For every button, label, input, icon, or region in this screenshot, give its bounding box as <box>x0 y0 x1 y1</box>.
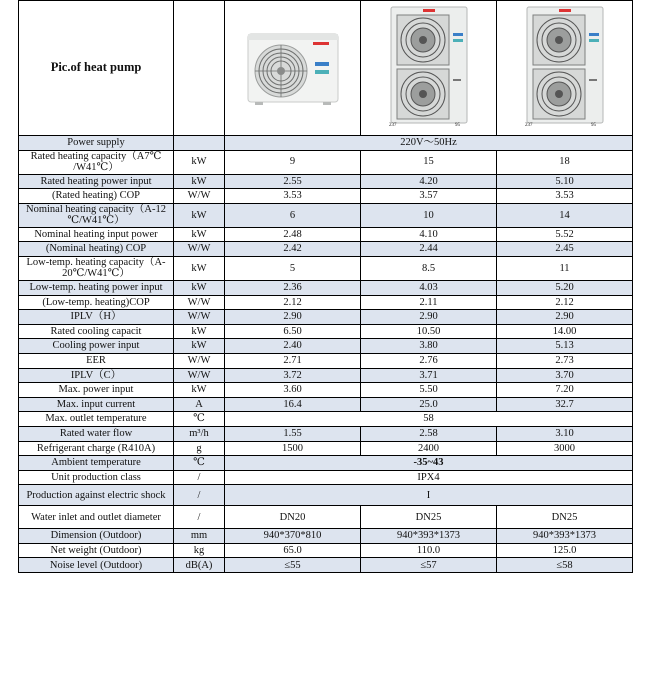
spec-value-model-1: 2.90 <box>225 310 361 325</box>
single-fan-heat-pump-unit-icon <box>245 26 341 110</box>
spec-value-model-2: 2.76 <box>361 353 497 368</box>
spec-label: Ambient temperature <box>19 456 174 471</box>
spec-unit: W/W <box>174 295 225 310</box>
spec-value-model-1: 2.36 <box>225 280 361 295</box>
spec-row <box>19 426 633 441</box>
spec-value-model-2: 110.0 <box>361 543 497 558</box>
spec-row <box>19 136 633 151</box>
spec-row <box>19 368 633 383</box>
spec-value-model-1: ≤55 <box>225 558 361 573</box>
spec-unit: W/W <box>174 189 225 204</box>
spec-label: Low-temp. heating capacity（A-20℃/W41℃） <box>19 256 174 280</box>
spec-value-model-1: 3.72 <box>225 368 361 383</box>
spec-unit: g <box>174 441 225 456</box>
spec-row <box>19 412 633 427</box>
spec-value-model-3: 2.73 <box>497 353 633 368</box>
spec-unit <box>174 136 225 151</box>
model-2-label-left: 237 <box>389 123 397 128</box>
spec-value-model-1: 65.0 <box>225 543 361 558</box>
spec-row <box>19 295 633 310</box>
spec-value-model-1: 6.50 <box>225 324 361 339</box>
spec-value-model-1: 3.53 <box>225 189 361 204</box>
spec-row <box>19 310 633 325</box>
spec-value-model-3: ≤58 <box>497 558 633 573</box>
spec-unit: / <box>174 506 225 529</box>
spec-unit: kW <box>174 324 225 339</box>
spec-unit: / <box>174 470 225 485</box>
spec-label: Water inlet and outlet diameter <box>19 506 174 529</box>
spec-label: Power supply <box>19 136 174 151</box>
spec-label: Max. input current <box>19 397 174 412</box>
spec-row <box>19 558 633 573</box>
spec-label: Unit production class <box>19 470 174 485</box>
spec-label: Refrigerant charge (R410A) <box>19 441 174 456</box>
spec-value-model-2: 940*393*1373 <box>361 529 497 544</box>
spec-value-model-2: 3.71 <box>361 368 497 383</box>
spec-unit: kW <box>174 227 225 242</box>
spec-value-model-2: 2400 <box>361 441 497 456</box>
spec-unit: ℃ <box>174 456 225 471</box>
spec-label: Production against electric shock <box>19 485 174 506</box>
spec-label: (Low-temp. heating)COP <box>19 295 174 310</box>
spec-value-model-3: 3.70 <box>497 368 633 383</box>
spec-value-model-3: 3.53 <box>497 189 633 204</box>
spec-value-model-1: 9 <box>225 150 361 174</box>
spec-label: (Rated heating) COP <box>19 189 174 204</box>
spec-value-model-1: 16.4 <box>225 397 361 412</box>
spec-unit: W/W <box>174 353 225 368</box>
spec-value-model-2: 2.44 <box>361 242 497 257</box>
spec-value-model-3: 5.13 <box>497 339 633 354</box>
spec-unit: kW <box>174 203 225 227</box>
spec-value-model-3: 2.12 <box>497 295 633 310</box>
spec-value-model-3: 5.52 <box>497 227 633 242</box>
spec-value-model-3: 5.10 <box>497 174 633 189</box>
spec-value-model-1: 2.40 <box>225 339 361 354</box>
spec-label: Nominal heating input power <box>19 227 174 242</box>
model-2-label-right: 95 <box>455 123 460 128</box>
spec-value-model-3: 11 <box>497 256 633 280</box>
spec-value-model-3: 14 <box>497 203 633 227</box>
spec-value-model-2: 5.50 <box>361 383 497 398</box>
spec-unit: m³/h <box>174 426 225 441</box>
spec-value-model-3: 3000 <box>497 441 633 456</box>
spec-row <box>19 543 633 558</box>
spec-row <box>19 485 633 506</box>
spec-value-model-3: 2.90 <box>497 310 633 325</box>
spec-value-model-1: 6 <box>225 203 361 227</box>
spec-value-model-1: 2.71 <box>225 353 361 368</box>
model-3-label-left: 237 <box>525 123 533 128</box>
spec-row <box>19 470 633 485</box>
model-1-picture <box>225 1 361 136</box>
spec-value-model-1: 1.55 <box>225 426 361 441</box>
spec-unit: / <box>174 485 225 506</box>
spec-value-model-3: 125.0 <box>497 543 633 558</box>
spec-label: Rated cooling capacit <box>19 324 174 339</box>
spec-value-model-1: 2.42 <box>225 242 361 257</box>
heat-pump-spec-table <box>18 0 633 573</box>
spec-label: IPLV（C） <box>19 368 174 383</box>
spec-unit: kW <box>174 256 225 280</box>
spec-row <box>19 506 633 529</box>
spec-label: Rated heating power input <box>19 174 174 189</box>
spec-unit: kW <box>174 174 225 189</box>
spec-value-model-2: 25.0 <box>361 397 497 412</box>
spec-label: Max. power input <box>19 383 174 398</box>
spec-value-model-1: 2.55 <box>225 174 361 189</box>
double-fan-heat-pump-unit-icon <box>387 5 471 131</box>
spec-label: Low-temp. heating power input <box>19 280 174 295</box>
spec-row <box>19 150 633 174</box>
spec-value-model-1: 3.60 <box>225 383 361 398</box>
spec-value-model-1: 2.48 <box>225 227 361 242</box>
spec-value-model-2: ≤57 <box>361 558 497 573</box>
spec-row <box>19 529 633 544</box>
spec-label: Dimension (Outdoor) <box>19 529 174 544</box>
spec-sheet <box>18 0 632 573</box>
spec-row <box>19 441 633 456</box>
spec-unit: W/W <box>174 368 225 383</box>
spec-value-model-2: 3.80 <box>361 339 497 354</box>
spec-label: EER <box>19 353 174 368</box>
spec-row <box>19 189 633 204</box>
spec-unit: kW <box>174 383 225 398</box>
spec-label: Rated heating capacity（A7℃ /W41℃） <box>19 150 174 174</box>
spec-value-model-2: DN25 <box>361 506 497 529</box>
spec-value-all-models: -35~43 <box>225 456 633 471</box>
spec-value-model-1: 5 <box>225 256 361 280</box>
spec-value-model-2: 15 <box>361 150 497 174</box>
spec-value-model-3: 32.7 <box>497 397 633 412</box>
spec-value-model-1: DN20 <box>225 506 361 529</box>
spec-unit: A <box>174 397 225 412</box>
spec-row <box>19 227 633 242</box>
spec-row <box>19 383 633 398</box>
spec-unit: W/W <box>174 242 225 257</box>
spec-row <box>19 174 633 189</box>
spec-value-model-2: 10.50 <box>361 324 497 339</box>
spec-value-model-1: 2.12 <box>225 295 361 310</box>
spec-row <box>19 280 633 295</box>
spec-row <box>19 339 633 354</box>
spec-value-model-2: 4.20 <box>361 174 497 189</box>
spec-unit: kW <box>174 339 225 354</box>
picture-title: Pic.of heat pump <box>19 1 174 136</box>
spec-value-model-3: 5.20 <box>497 280 633 295</box>
spec-value-model-2: 10 <box>361 203 497 227</box>
spec-value-model-3: 3.10 <box>497 426 633 441</box>
picture-row <box>19 1 633 136</box>
spec-unit: W/W <box>174 310 225 325</box>
spec-label: Max. outlet temperature <box>19 412 174 427</box>
model-3-label-right: 95 <box>591 123 596 128</box>
spec-value-model-2: 8.5 <box>361 256 497 280</box>
spec-value-all-models: 220V～50Hz <box>225 136 633 151</box>
spec-value-model-3: 7.20 <box>497 383 633 398</box>
model-2-picture <box>361 1 497 136</box>
spec-row <box>19 242 633 257</box>
spec-value-model-3: 18 <box>497 150 633 174</box>
spec-value-model-2: 4.10 <box>361 227 497 242</box>
spec-value-all-models: 58 <box>225 412 633 427</box>
spec-value-model-3: 940*393*1373 <box>497 529 633 544</box>
spec-value-model-3: DN25 <box>497 506 633 529</box>
double-fan-heat-pump-unit-icon <box>523 5 607 131</box>
spec-label: Nominal heating capacity（A-12 ℃/W41℃） <box>19 203 174 227</box>
spec-value-model-1: 1500 <box>225 441 361 456</box>
model-3-picture <box>497 1 633 136</box>
spec-row <box>19 203 633 227</box>
spec-value-model-3: 14.00 <box>497 324 633 339</box>
spec-value-all-models: I <box>225 485 633 506</box>
spec-value-model-2: 3.57 <box>361 189 497 204</box>
spec-value-model-3: 2.45 <box>497 242 633 257</box>
spec-value-all-models: IPX4 <box>225 470 633 485</box>
spec-unit: kW <box>174 150 225 174</box>
spec-unit: ℃ <box>174 412 225 427</box>
spec-unit: mm <box>174 529 225 544</box>
spec-label: (Nominal heating) COP <box>19 242 174 257</box>
spec-value-model-2: 2.11 <box>361 295 497 310</box>
spec-row <box>19 397 633 412</box>
spec-row <box>19 353 633 368</box>
spec-unit: dB(A) <box>174 558 225 573</box>
spec-label: Rated water flow <box>19 426 174 441</box>
spec-row <box>19 456 633 471</box>
picture-unit-cell <box>174 1 225 136</box>
spec-unit: kW <box>174 280 225 295</box>
spec-row <box>19 256 633 280</box>
spec-unit: kg <box>174 543 225 558</box>
spec-value-model-1: 940*370*810 <box>225 529 361 544</box>
spec-label: IPLV（H） <box>19 310 174 325</box>
spec-value-model-2: 2.90 <box>361 310 497 325</box>
spec-value-model-2: 2.58 <box>361 426 497 441</box>
spec-value-model-2: 4.03 <box>361 280 497 295</box>
spec-label: Cooling power input <box>19 339 174 354</box>
spec-row <box>19 324 633 339</box>
spec-label: Noise level (Outdoor) <box>19 558 174 573</box>
spec-label: Net weight (Outdoor) <box>19 543 174 558</box>
